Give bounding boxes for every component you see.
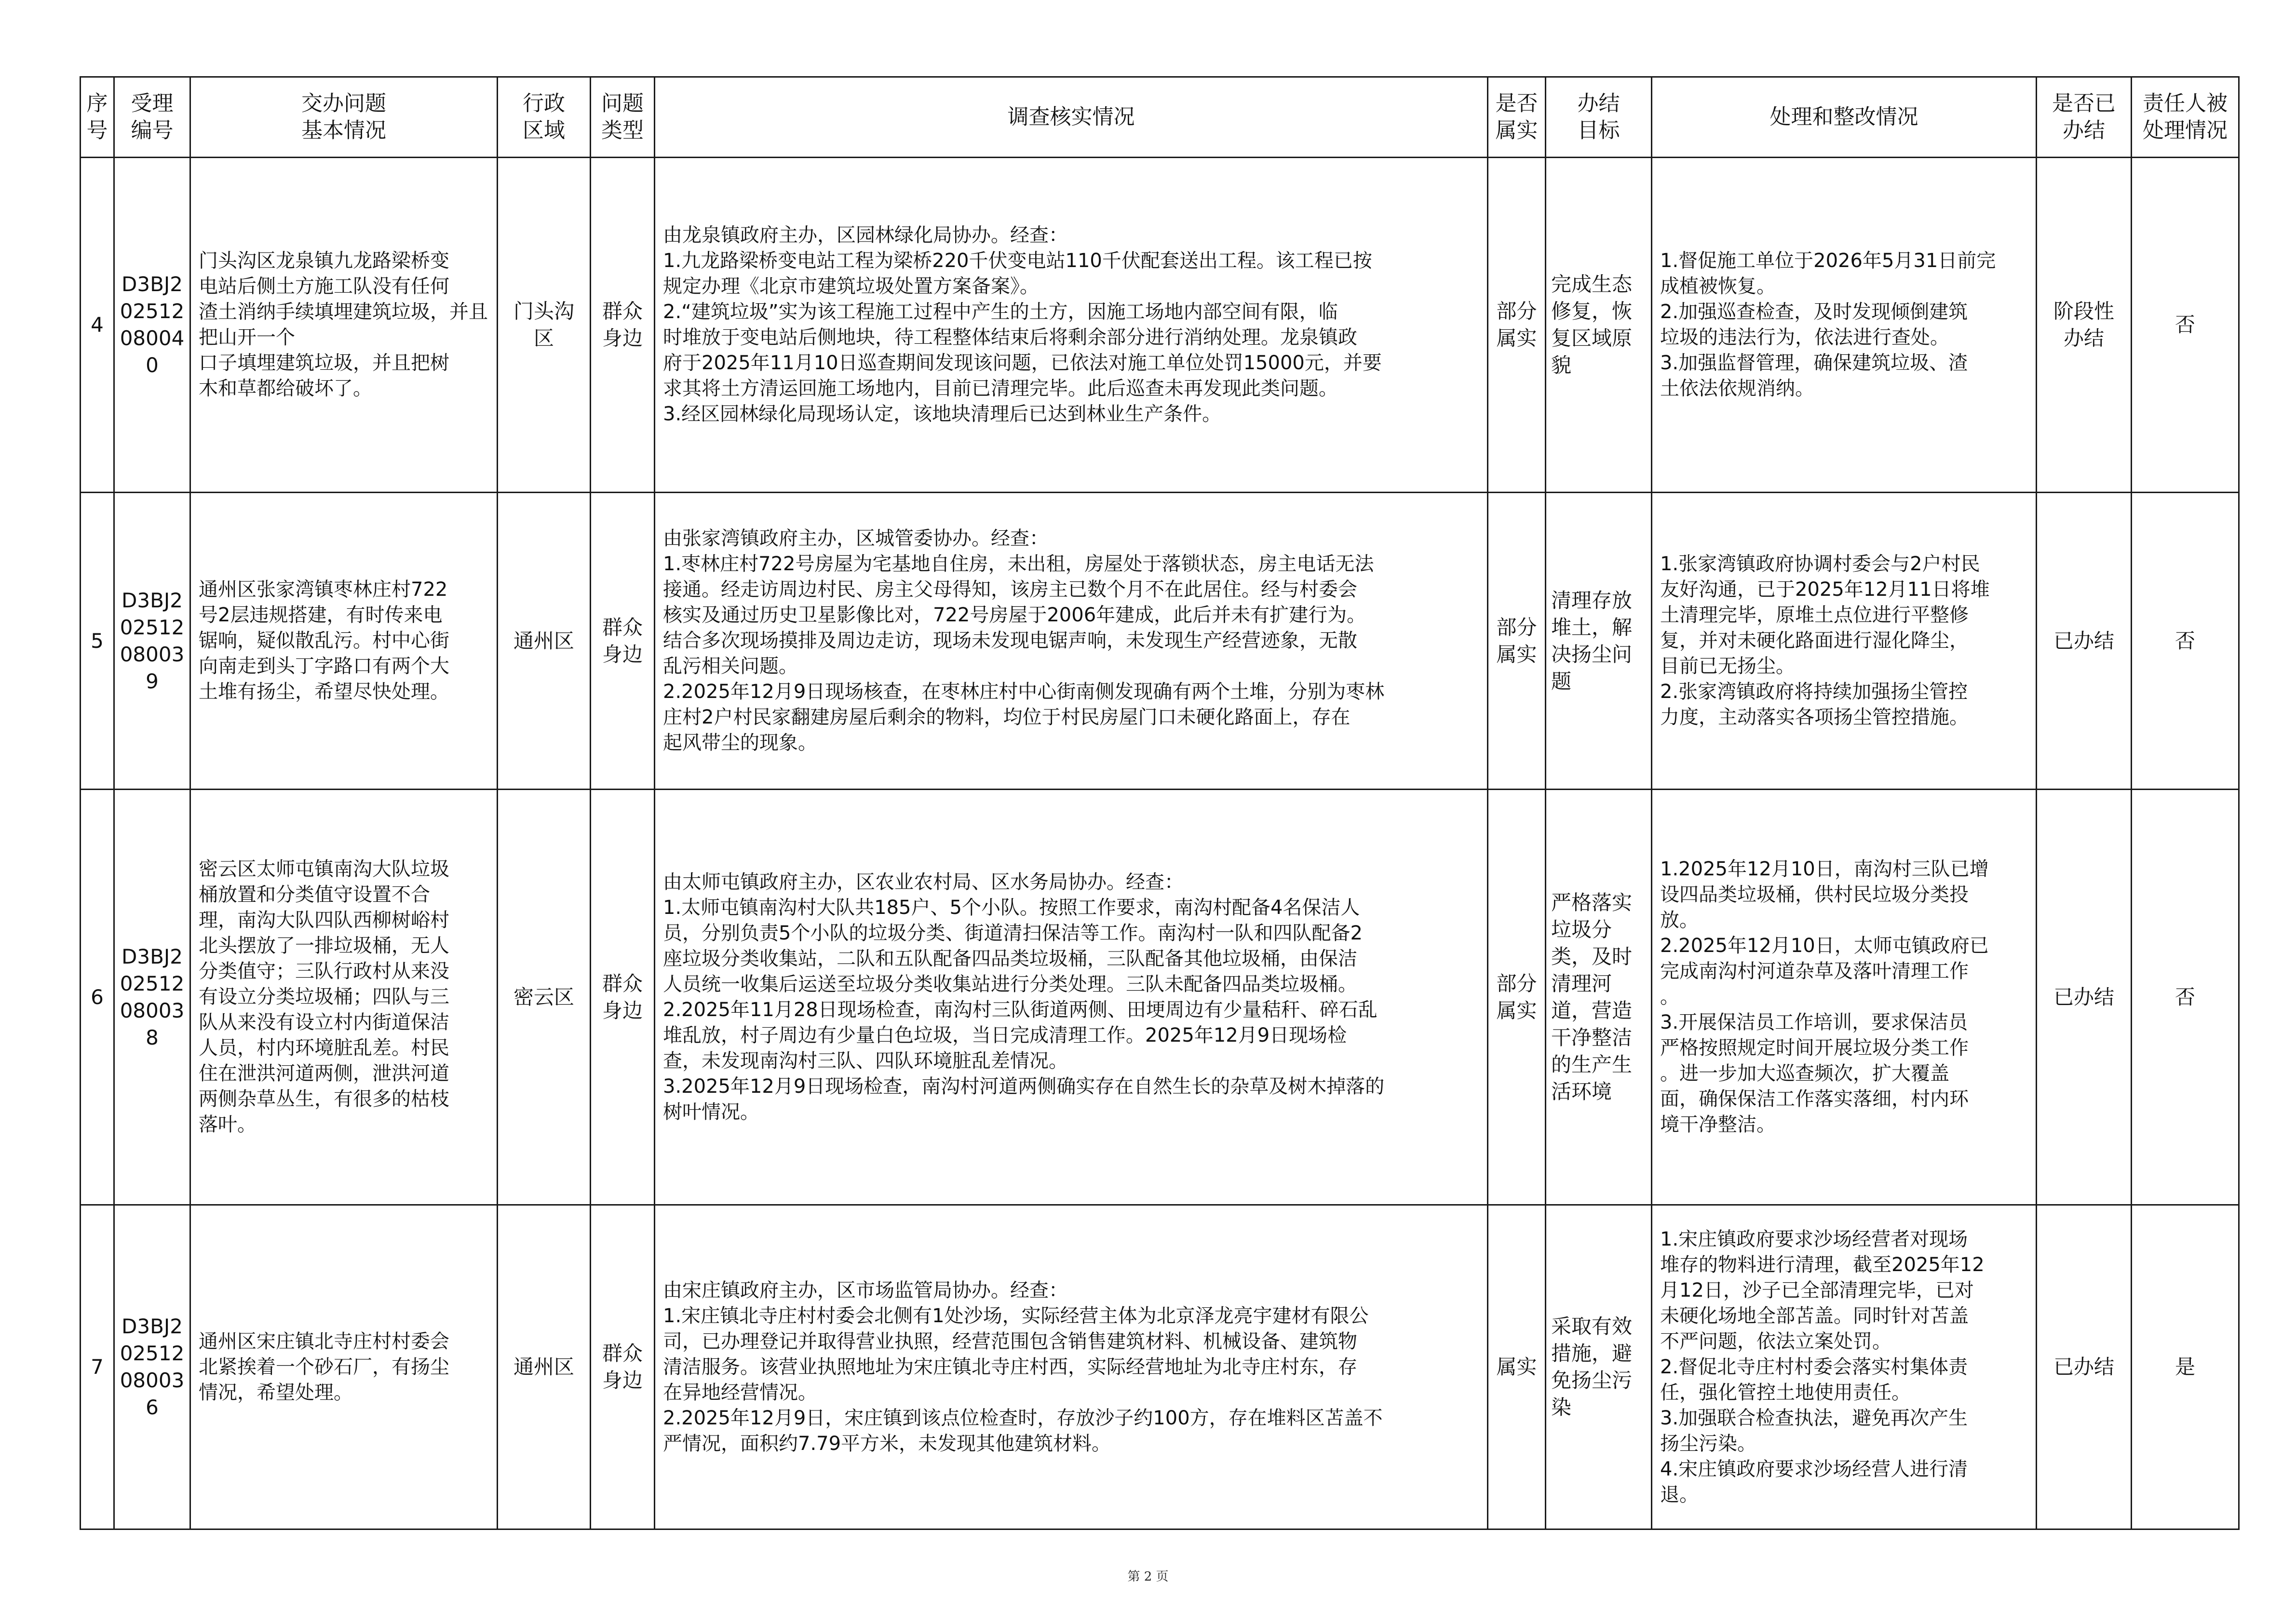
row-handling	[1652, 158, 2037, 493]
table-row	[81, 1205, 2239, 1529]
row-investigation	[655, 158, 1488, 493]
text-line: 区	[533, 326, 554, 350]
text-line: 。进一步加大巡查频次，扩大覆盖	[1660, 1062, 1949, 1085]
text-line: 群众	[602, 1341, 643, 1365]
text-line: 身边	[602, 1368, 643, 1392]
text-line: 1.2025年12月10日，南沟村三队已增	[1660, 858, 1989, 880]
text-line: 座垃圾分类收集站，二队和五队配备四品类垃圾桶，三队配备其他垃圾桶，由保洁	[663, 947, 1357, 970]
text-line: 1.宋庄镇北寺庄村村委会北侧有1处沙场，实际经营主体为北京泽龙亮宇建材有限公	[663, 1304, 1369, 1327]
row-goal	[1546, 790, 1652, 1205]
row-issue	[190, 790, 498, 1205]
text-line: 堆土，解	[1551, 615, 1633, 639]
row-issue	[190, 1205, 498, 1529]
text-line: 严格按照规定时间开展垃圾分类工作	[1660, 1037, 1969, 1059]
text-line: 向南走到头丁字路口有两个大	[199, 655, 449, 677]
text-line: 已办结	[2053, 1355, 2114, 1379]
text-line: 木和草都给破坏了。	[199, 377, 372, 400]
text-line: 群众	[602, 971, 643, 995]
text-line: 3.加强监督管理，确保建筑垃圾、渣	[1660, 352, 1968, 374]
text-line: 行政	[523, 91, 565, 116]
text-line: 垃圾分	[1551, 917, 1612, 941]
text-line: 结合多次现场摸排及周边走访，现场未发现电锯声响，未发现生产经营迹象，无散	[663, 630, 1357, 652]
text-line: 9	[146, 669, 159, 693]
row-closed	[2037, 493, 2132, 790]
text-line: 时堆放于变电站后侧地块，待工程整体结束后将剩余部分进行消纳处理。龙泉镇政	[663, 326, 1357, 349]
text-line: 身边	[602, 326, 643, 350]
text-line: 落叶。	[199, 1113, 257, 1136]
text-line: 复，并对未硬化路面进行湿化降尘，	[1660, 630, 1969, 652]
text-line: 貌	[1551, 353, 1572, 377]
text-line: 3.经区园林绿化局现场认定，该地块清理后已达到林业生产条件。	[663, 403, 1222, 425]
text-line: 部分	[1496, 615, 1537, 639]
text-line: 通州区张家湾镇枣林庄村722	[199, 578, 448, 601]
text-line: 号	[86, 118, 108, 143]
text-line: 完成生态	[1551, 272, 1633, 296]
header-row	[81, 77, 2239, 158]
text-line: 调查核实情况	[1007, 105, 1135, 129]
row-verified	[1488, 158, 1546, 493]
text-line: 堆乱放，村子周边有少量白色垃圾，当日完成清理工作。2025年12月9日现场检	[663, 1024, 1347, 1046]
text-line: 。	[1660, 986, 1679, 1008]
text-line: D3BJ2	[122, 944, 183, 968]
text-line: 由宋庄镇政府主办，区市场监管局协办。经查：	[663, 1279, 1068, 1301]
text-line: 3.2025年12月9日现场检查，南沟村河道两侧确实存在自然生长的杂草及树木掉落的	[663, 1075, 1385, 1098]
text-line: 住在泄洪河道两侧，泄洪河道	[199, 1062, 449, 1085]
row-closed	[2037, 158, 2132, 493]
text-line: 土依法依规消纳。	[1660, 377, 1814, 400]
text-line: 办结	[2063, 326, 2104, 350]
text-line: 1.太师屯镇南沟村大队共185户、5个小队。按照工作要求，南沟村配备4名保洁人	[663, 896, 1360, 919]
text-line: 2.2025年12月10日，太师屯镇政府已	[1660, 935, 1989, 957]
text-line: 2.2025年12月9日现场核查，在枣林庄村中心街南侧发现确有两个土堆，分别为枣林	[663, 681, 1385, 703]
row-seq: 7	[81, 1205, 114, 1529]
text-line: 类，及时	[1551, 944, 1633, 968]
row-type	[591, 1205, 655, 1529]
text-line: 类型	[601, 118, 644, 143]
text-line: 严格落实	[1551, 890, 1633, 914]
text-line: 处理情况	[2143, 118, 2228, 143]
text-line: 受理	[131, 91, 174, 116]
text-line: 已办结	[2053, 629, 2114, 653]
text-line: 染	[1551, 1395, 1572, 1419]
text-line: 办结	[1577, 91, 1620, 116]
text-line: 部分	[1496, 299, 1537, 323]
text-line: 复区域原	[1551, 326, 1633, 350]
row-accept-no	[114, 790, 190, 1205]
row-goal	[1546, 1205, 1652, 1529]
text-line: 理，南沟大队四队西柳树峪村	[199, 909, 449, 931]
text-line: 是否已	[2052, 91, 2116, 116]
text-line: 决扬尘问	[1551, 642, 1633, 666]
text-line: 已办结	[2053, 985, 2114, 1009]
row-issue	[190, 493, 498, 790]
text-line: 土清理完毕，原堆土点位进行平整修	[1660, 604, 1969, 626]
text-line: 2.“建筑垃圾”实为该工程施工过程中产生的土方，因施工场地内部空间有限，临	[663, 301, 1338, 323]
text-line: 修复，恢	[1551, 299, 1633, 323]
col-header-issue	[190, 77, 498, 158]
text-line: 6	[146, 1395, 159, 1419]
text-line: 清理存放	[1551, 588, 1633, 612]
text-line: 2.张家湾镇政府将持续加强扬尘管控	[1660, 681, 1968, 703]
text-line: 由龙泉镇政府主办，区园林绿化局协办。经查：	[663, 224, 1068, 246]
text-line: 号2层违规搭建，有时传来电	[199, 604, 443, 626]
text-line: 电站后侧土方施工队没有任何	[199, 275, 449, 297]
text-line: 1.九龙路梁桥变电站工程为梁桥220千伏变电站110千伏配套送出工程。该工程已按	[663, 250, 1372, 272]
row-type	[591, 493, 655, 790]
text-line: 属实	[1496, 326, 1537, 350]
row-handling	[1652, 790, 2037, 1205]
col-header-type	[591, 77, 655, 158]
text-line: 编号	[131, 118, 174, 143]
text-line: 序	[86, 91, 108, 116]
row-goal	[1546, 493, 1652, 790]
text-line: 情况，希望处理。	[199, 1381, 353, 1404]
row-investigation	[655, 493, 1488, 790]
row-accountability: 否	[2132, 790, 2239, 1205]
text-line: 目标	[1577, 118, 1620, 143]
row-handling	[1652, 493, 2037, 790]
text-line: 通州区宋庄镇北寺庄村村委会	[199, 1330, 449, 1353]
text-line: 接通。经走访周边村民、房主父母得知，该房主已数个月不在此居住。经与村委会	[663, 578, 1357, 601]
text-line: 群众	[602, 299, 643, 323]
text-line: 有设立分类垃圾桶；四队与三	[199, 986, 449, 1008]
col-header-seq	[81, 77, 114, 158]
text-line: 人员，村内环境脏乱差。村民	[199, 1037, 449, 1059]
text-line: 力度，主动落实各项扬尘管控措施。	[1660, 706, 1969, 728]
row-handling	[1652, 1205, 2037, 1529]
text-line: 属实	[1496, 1355, 1537, 1379]
text-line: 部分	[1496, 971, 1537, 995]
text-line: 目前已无扬尘。	[1660, 655, 1795, 677]
text-line: 身边	[602, 998, 643, 1022]
text-line: 0	[146, 353, 159, 377]
row-type	[591, 158, 655, 493]
text-line: 不严问题，依法立案处罚。	[1660, 1330, 1891, 1353]
col-header-closed	[2037, 77, 2132, 158]
row-seq: 4	[81, 158, 114, 493]
page-number: 第 2 页	[1127, 1569, 1169, 1584]
text-line: 基本情况	[301, 118, 386, 143]
text-line: 1.宋庄镇政府要求沙场经营者对现场	[1660, 1228, 1968, 1250]
text-line: 设四品类垃圾桶，供村民垃圾分类投	[1660, 884, 1969, 906]
text-line: 土堆有扬尘，希望尽快处理。	[199, 681, 449, 703]
col-header-investigation	[655, 77, 1488, 158]
text-line: 友好沟通，已于2025年12月11日将堆	[1660, 578, 1990, 601]
text-line: 2.督促北寺庄村村委会落实村集体责	[1660, 1355, 1968, 1378]
row-accountability: 是	[2132, 1205, 2239, 1529]
text-line: 锯响，疑似散乱污。村中心街	[199, 630, 449, 652]
row-district	[498, 790, 591, 1205]
text-line: 清洁服务。该营业执照地址为宋庄镇北寺庄村西，实际经营地址为北寺庄村东，存	[663, 1355, 1357, 1378]
text-line: 群众	[602, 615, 643, 639]
text-line: 8	[146, 1025, 159, 1049]
table-row	[81, 158, 2239, 493]
text-line: 08003	[120, 642, 185, 666]
text-line: 02512	[120, 299, 185, 323]
text-line: 门头沟区龙泉镇九龙路梁桥变	[199, 250, 449, 272]
row-accountability: 否	[2132, 158, 2239, 493]
text-line: 月12日，沙子已全部清理完毕，已对	[1660, 1279, 1974, 1301]
row-district	[498, 493, 591, 790]
row-accept-no	[114, 158, 190, 493]
col-header-district	[498, 77, 591, 158]
text-line: 08003	[120, 998, 185, 1022]
text-line: 队从来没有设立村内街道保洁	[199, 1011, 449, 1033]
text-line: 严情况，面积约7.79平方米，未发现其他建筑材料。	[663, 1432, 1111, 1455]
text-line: 门头沟	[513, 299, 574, 323]
text-line: 处理和整改情况	[1769, 105, 1918, 129]
text-line: D3BJ2	[122, 588, 183, 612]
row-investigation	[655, 1205, 1488, 1529]
text-line: 分类值守；三队行政村从来没	[199, 960, 449, 982]
text-line: 2.2025年11月28日现场检查，南沟村三队街道两侧、田埂周边有少量秸秆、碎石乱	[663, 998, 1378, 1021]
text-line: D3BJ2	[122, 1314, 183, 1338]
text-line: 措施，避	[1551, 1341, 1633, 1365]
text-line: 口子填埋建筑垃圾，并且把树	[199, 352, 449, 374]
row-type	[591, 790, 655, 1205]
row-accept-no	[114, 493, 190, 790]
text-line: 放。	[1660, 909, 1699, 931]
row-verified	[1488, 790, 1546, 1205]
text-line: 渣土消纳手续填埋建筑垃圾，并且把山开一个	[199, 301, 488, 349]
text-line: 成植被恢复。	[1660, 275, 1776, 297]
text-line: 完成南沟村河道杂草及落叶清理工作	[1660, 960, 1969, 982]
row-accept-no	[114, 1205, 190, 1529]
row-accountability: 否	[2132, 493, 2239, 790]
col-header-handling	[1652, 77, 2037, 158]
row-district	[498, 1205, 591, 1529]
text-line: 桶放置和分类值守设置不合	[199, 884, 430, 906]
row-district	[498, 158, 591, 493]
row-seq: 5	[81, 493, 114, 790]
text-line: 由张家湾镇政府主办，区城管委协办。经查：	[663, 527, 1049, 550]
row-seq: 6	[81, 790, 114, 1205]
text-line: 扬尘污染。	[1660, 1432, 1756, 1455]
text-line: 核实及通过历史卫星影像比对，722号房屋于2006年建成，此后并未有扩建行为。	[663, 604, 1366, 626]
text-line: 02512	[120, 971, 185, 995]
text-line: 两侧杂草丛生，有很多的枯枝	[199, 1088, 449, 1110]
text-line: 境干净整洁。	[1660, 1113, 1776, 1136]
text-line: 人员统一收集后运送至垃圾分类收集站进行分类处理。三队未配备四品类垃圾桶。	[663, 973, 1357, 995]
text-line: 通州区	[513, 1355, 574, 1379]
text-line: 退。	[1660, 1483, 1699, 1506]
text-line: 任，强化管控土地使用责任。	[1660, 1381, 1911, 1404]
col-header-accountability	[2132, 77, 2239, 158]
text-line: 庄村2户村民家翻建房屋后剩余的物料，均位于村民房屋门口未硬化路面上，存在	[663, 706, 1351, 728]
text-line: 3.加强联合检查执法，避免再次产生	[1660, 1407, 1968, 1429]
text-line: 的生产生	[1551, 1052, 1633, 1076]
text-line: 活环境	[1551, 1079, 1612, 1103]
text-line: 1.督促施工单位于2026年5月31日前完	[1660, 250, 1996, 272]
row-verified	[1488, 493, 1546, 790]
text-line: 属实	[1496, 642, 1537, 666]
text-line: 查，未发现南沟村三队、四队环境脏乱差情况。	[663, 1049, 1068, 1072]
text-line: 采取有效	[1551, 1314, 1633, 1338]
complaint-table	[80, 76, 2240, 1530]
text-line: 司，已办理登记并取得营业执照，经营范围包含销售建筑材料、机械设备、建筑物	[663, 1330, 1357, 1353]
text-line: 在异地经营情况。	[663, 1381, 817, 1404]
col-header-goal	[1546, 77, 1652, 158]
text-line: 乱污相关问题。	[663, 655, 798, 677]
table-row	[81, 790, 2239, 1205]
text-line: 干净整洁	[1551, 1025, 1633, 1049]
text-line: 责任人被	[2143, 91, 2228, 116]
text-line: 密云区太师屯镇南沟大队垃圾	[199, 858, 449, 880]
text-line: 区域	[523, 118, 565, 143]
text-line: 未硬化场地全部苫盖。同时针对苫盖	[1660, 1304, 1969, 1327]
text-line: 4.宋庄镇政府要求沙场经营人进行清	[1660, 1458, 1968, 1480]
text-line: 属实	[1496, 998, 1537, 1022]
text-line: 1.张家湾镇政府协调村委会与2户村民	[1660, 553, 1980, 575]
text-line: 规定办理《北京市建筑垃圾处置方案备案》。	[663, 275, 1039, 297]
row-verified	[1488, 1205, 1546, 1529]
text-line: 由太师屯镇政府主办，区农业农村局、区水务局协办。经查：	[663, 871, 1184, 893]
row-goal	[1546, 158, 1652, 493]
text-line: 交办问题	[301, 91, 386, 116]
text-line: 是否	[1495, 91, 1538, 116]
row-closed	[2037, 1205, 2132, 1529]
text-line: 问题	[601, 91, 644, 116]
text-line: 免扬尘污	[1551, 1368, 1633, 1392]
col-header-verified	[1488, 77, 1546, 158]
row-issue	[190, 158, 498, 493]
text-line: 08003	[120, 1368, 185, 1392]
table-row	[81, 493, 2239, 790]
text-line: 清理河	[1551, 971, 1612, 995]
text-line: 通州区	[513, 629, 574, 653]
text-line: 2.2025年12月9日，宋庄镇到该点位检查时，存放沙子约100方，存在堆料区苫盖不	[663, 1407, 1383, 1429]
text-line: 道，营造	[1551, 998, 1633, 1022]
text-line: 08004	[120, 326, 185, 350]
text-line: 阶段性	[2053, 299, 2114, 323]
text-line: 北头摆放了一排垃圾桶，无人	[199, 935, 449, 957]
text-line: 02512	[120, 1341, 185, 1365]
text-line: 1.枣林庄村722号房屋为宅基地自住房，未出租，房屋处于落锁状态，房主电话无法	[663, 553, 1374, 575]
text-line: 树叶情况。	[663, 1100, 759, 1123]
row-closed	[2037, 790, 2132, 1205]
text-line: 府于2025年11月10日巡查期间发现该问题，已依法对施工单位处罚15000元，并要	[663, 352, 1382, 374]
text-line: 3.开展保洁员工作培训，要求保洁员	[1660, 1011, 1968, 1033]
text-line: 垃圾的违法行为，依法进行查处。	[1660, 326, 1949, 349]
text-line: 身边	[602, 642, 643, 666]
text-line: D3BJ2	[122, 272, 183, 296]
text-line: 起风带尘的现象。	[663, 732, 817, 754]
text-line: 求其将土方清运回施工场地内，目前已清理完毕。此后巡查未再发现此类问题。	[663, 377, 1338, 400]
text-line: 02512	[120, 615, 185, 639]
text-line: 堆存的物料进行清理，截至2025年12	[1660, 1253, 1985, 1276]
text-line: 北紧挨着一个砂石厂，有扬尘	[199, 1355, 449, 1378]
row-investigation	[655, 790, 1488, 1205]
text-line: 题	[1551, 669, 1572, 693]
text-line: 员，分别负责5个小队的垃圾分类、街道清扫保洁等工作。南沟村一队和四队配备2	[663, 922, 1363, 944]
text-line: 办结	[2063, 118, 2105, 143]
col-header-accept-no	[114, 77, 190, 158]
text-line: 属实	[1495, 118, 1538, 143]
text-line: 面，确保保洁工作落实落细，村内环	[1660, 1088, 1969, 1110]
text-line: 2.加强巡查检查，及时发现倾倒建筑	[1660, 301, 1968, 323]
text-line: 密云区	[513, 985, 574, 1009]
